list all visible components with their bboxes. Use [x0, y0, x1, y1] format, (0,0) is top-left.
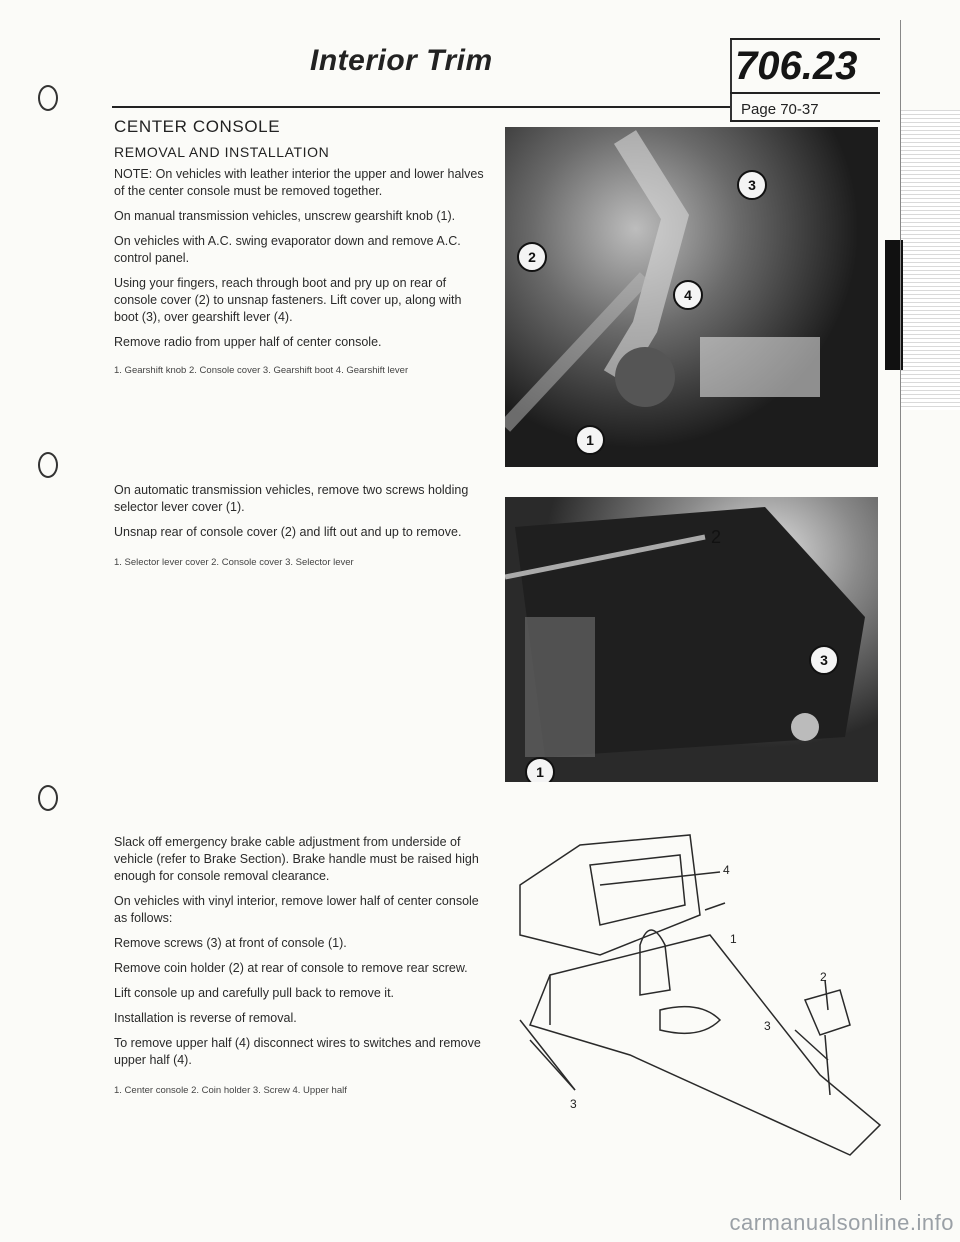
diagram-label: 2 — [820, 970, 827, 984]
header-rule — [112, 106, 730, 108]
selector-lever-photo-art — [505, 497, 878, 782]
callout-marker: 2 — [517, 242, 547, 272]
diagram-label: 3 — [764, 1019, 771, 1033]
console-diagram — [490, 825, 890, 1165]
callout-marker: 2 — [711, 527, 722, 547]
paragraph: On vehicles with vinyl interior, remove lower half of center console as follows: — [114, 894, 479, 925]
binder-hole — [38, 785, 58, 811]
callout-marker: 1 — [575, 425, 605, 455]
binder-hole — [38, 85, 58, 111]
paragraph: Slack off emergency brake cable adjustment from underside of vehicle (refer to Brake Section). Brake handle must be raised high enough for console removal clearance. — [114, 835, 479, 883]
figure-caption: 1. Selector lever cover 2. Console cover 3. Selector lever — [114, 557, 354, 568]
diagram-label: 3 — [570, 1097, 577, 1111]
callout-marker: 4 — [673, 280, 703, 310]
text-block-3 — [114, 834, 486, 1097]
binder-hole — [38, 452, 58, 478]
figure-caption: 1. Gearshift knob 2. Console cover 3. Gearshift boot 4. Gearshift lever — [114, 365, 409, 376]
page-box-left-border — [730, 38, 732, 120]
paragraph: Lift console up and carefully pull back to remove it. — [114, 986, 395, 1000]
selector-lever-photo — [505, 497, 878, 782]
watermark: carmanualsonline.info — [729, 1210, 954, 1235]
diagram-label: 4 — [723, 863, 730, 877]
text-block-1 — [114, 166, 486, 377]
callout-marker: 3 — [737, 170, 767, 200]
paragraph: Unsnap rear of console cover (2) and lift out and up to remove. — [114, 525, 462, 539]
note-paragraph: NOTE: On vehicles with leather interior the upper and lower halves of the center console must be removed together. — [114, 167, 484, 198]
section-subheading: REMOVAL AND INSTALLATION — [114, 144, 330, 160]
section-heading: CENTER CONSOLE — [114, 117, 281, 136]
page-number: 706.23 — [735, 44, 858, 88]
callout-marker: 3 — [809, 645, 839, 675]
paragraph: Using your fingers, reach through boot and pry up on rear of console cover (2) to unsnap fasteners. Lift cover up, along with boot (3), over gearshift lever (4). — [114, 276, 462, 324]
console-diagram-art — [490, 825, 890, 1165]
paragraph: Installation is reverse of removal. — [114, 1011, 297, 1025]
page-box-bottom-border — [730, 120, 880, 122]
paragraph: Remove screws (3) at front of console (1). — [114, 936, 347, 950]
scan-edge-strip — [900, 110, 960, 410]
paragraph: On manual transmission vehicles, unscrew gearshift knob (1). — [114, 209, 456, 223]
page-edge-line — [900, 20, 901, 1200]
paragraph: On automatic transmission vehicles, remove two screws holding selector lever cover (1). — [114, 483, 469, 514]
callout-marker: 1 — [525, 757, 555, 782]
page-box-top-border — [730, 38, 880, 40]
paragraph: To remove upper half (4) disconnect wires to switches and remove upper half (4). — [114, 1036, 481, 1067]
figure-caption: 1. Center console 2. Coin holder 3. Screw 4. Upper half — [114, 1085, 347, 1096]
paragraph: On vehicles with A.C. swing evaporator down and remove A.C. control panel. — [114, 234, 461, 265]
paragraph: Remove radio from upper half of center console. — [114, 335, 382, 349]
text-block-2 — [114, 482, 486, 569]
page-title: Interior Trim — [310, 44, 493, 77]
paragraph: Remove coin holder (2) at rear of console to remove rear screw. — [114, 961, 468, 975]
page-reference: Page 70-37 — [741, 101, 819, 118]
gearshift-photo — [505, 127, 878, 467]
page-box-divider — [730, 92, 880, 94]
diagram-label: 1 — [730, 932, 737, 946]
